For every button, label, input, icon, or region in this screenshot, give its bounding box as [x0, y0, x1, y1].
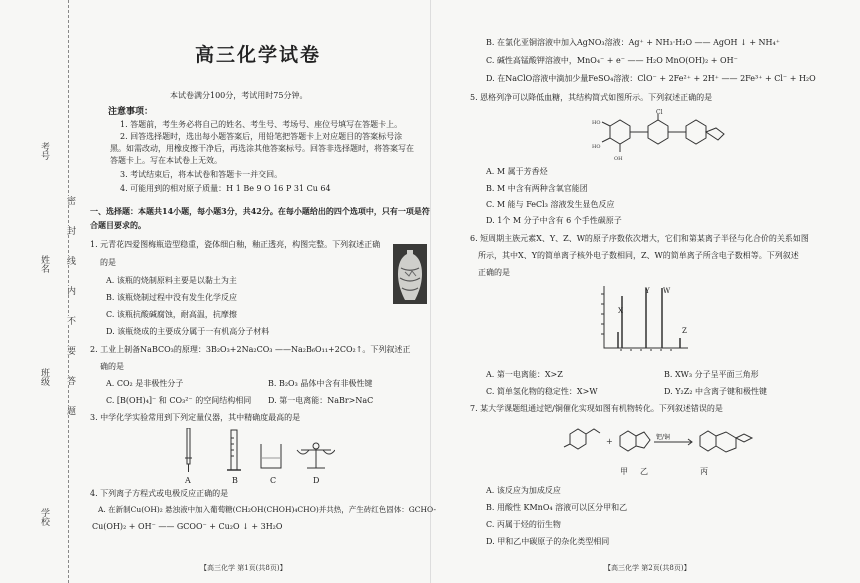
q4-option-c: C. 碱性高锰酸钾溶液中，MnO₄⁻ + e⁻ —— H₂O MnO(OH)₂ + OH⁻ [486, 56, 738, 65]
q2-stem-2: 确的是 [100, 362, 124, 371]
note-item: 4. 可能用到的相对原子质量：H 1 Be 9 O 16 P 31 Cu 64 [120, 184, 331, 193]
q6-label-w: W [663, 287, 671, 295]
seal-char: 要 [65, 346, 75, 355]
q5-option-b: B. M 中含有两种含氧官能团 [486, 184, 588, 193]
seal-char: 不 [65, 316, 75, 325]
balance-icon [297, 443, 335, 468]
svg-text:OH: OH [614, 156, 623, 162]
svg-text:Cl: Cl [656, 109, 663, 116]
q1-option-c: C. 该瓶抗酸碱腐蚀，耐高温，抗摩擦 [106, 310, 237, 319]
graduated-cylinder-icon [227, 430, 241, 470]
q6-label-x: X [618, 307, 623, 315]
svg-text:HO: HO [592, 120, 601, 126]
q6-option-c: C. 简单氢化物的稳定性：X>W [486, 387, 598, 396]
beaker-icon [261, 444, 281, 468]
q6-option-d: D. Y₂Z₂ 中含离子键和极性键 [664, 387, 768, 396]
q7-label-bing: 丙 [700, 467, 708, 476]
q4-option-b: B. 在氯化亚铜溶液中加入AgNO₃溶液：Ag⁺ + NH₃·H₂O —— AgOH ↓ + NH₄⁺ [486, 38, 780, 47]
school-label: 学校 [39, 508, 49, 526]
seal-char: 题 [65, 406, 75, 415]
exam-no-label: 考号 [39, 142, 49, 160]
note-item: 3. 考试结束后，将本试卷和答题卡一并交回。 [120, 170, 283, 179]
q1-stem-2: 的是 [100, 258, 116, 267]
exam-info: 本试卷满分100分，考试用时75分钟。 [170, 91, 308, 100]
q7-label-jia: 甲 [620, 467, 628, 476]
q1-stem: 1. 元青花四爱图梅瓶造型稳重，瓷体细白釉，釉正透亮，构图完整。下列叙述正确 [90, 240, 381, 249]
q5-structure [590, 108, 740, 164]
q1-option-b: B. 该瓶烧制过程中没有发生化学反应 [106, 293, 237, 302]
q6-option-a: A. 第一电离能：X>Z [486, 370, 563, 379]
q7-stem: 7. 某大学课题组通过钯/铜催化实现如图有机物转化。下列叙述错误的是 [470, 404, 723, 413]
notes-heading: 注意事项： [108, 107, 154, 117]
q7-label-yi: 乙 [640, 467, 648, 476]
note-item: 2. 回答选择题时，选出每小题答案后，用铅笔把答题卡上对应题目的答案标号涂 [120, 132, 403, 141]
q4-option-a: A. 在新制Cu(OH)₂ 悬浊液中加入葡萄糖(CH₂OH(CHOH)₄CHO)并共热，产生砖红色固体：GCHO- [98, 505, 436, 514]
q2-option-b: B. B₂O₃ 晶体中含有非极性键 [268, 379, 373, 388]
seal-char: 线 [65, 256, 75, 265]
section-heading-2: 合题目要求的。 [90, 220, 146, 230]
q4-stem: 4. 下列离子方程式或电极反应正确的是 [90, 489, 229, 498]
q6-stem: 6. 短周期主族元素X、Y、Z、W的原子序数依次增大，它们和第某离子半径与化合价的关系如图 [470, 234, 809, 243]
q2-option-c: C. [B(OH)₄]⁻ 和 CO₃²⁻ 的空间结构相同 [106, 396, 252, 405]
q3-label-c: C [270, 476, 277, 485]
q7-option-d: D. 甲和乙中碳原子的杂化类型相同 [486, 537, 610, 546]
q1-option-d: D. 该瓶烧成的主要成分属于一有机高分子材料 [106, 327, 270, 336]
q3-label-b: B [232, 476, 238, 485]
q7-option-a: A. 该反应为加成反应 [486, 486, 561, 495]
q7-option-c: C. 丙属于烃的衍生物 [486, 520, 561, 529]
q6-label-y: Y [645, 287, 650, 295]
q7-scheme [560, 420, 760, 466]
seal-char: 内 [65, 286, 75, 295]
q7-option-b: B. 用酸性 KMnO₄ 溶液可以区分甲和乙 [486, 503, 628, 512]
q5-option-d: D. 1个 M 分子中含有 6 个手性碳原子 [486, 216, 622, 225]
q1-option-a: A. 该瓶的烧制原料主要是以黏土为主 [106, 276, 237, 285]
q4-option-d: D. 在NaClO溶液中滴加少量FeSO₄溶液：ClO⁻ + 2Fe²⁺ + 2H⁺ —— 2Fe³⁺ + Cl⁻ + H₂O [486, 74, 816, 83]
q3-label-a: A [185, 476, 191, 485]
q6-label-z: Z [682, 327, 687, 335]
svg-text:HO: HO [592, 144, 601, 150]
q5-option-c: C. M 能与 FeCl₃ 溶液发生显色反应 [486, 200, 615, 209]
q3-stem: 3. 中学化学实验常用到下列定量仪器，其中精确度最高的是 [90, 413, 301, 422]
q2-stem: 2. 工业上制备NaBCO₃的原理：3B₂O₃+2Na₂CO₃ ——Na₂B₆O₁₁+2CO₂↑。下列叙述正 [90, 345, 411, 354]
page-title: 高三化学试卷 [195, 44, 322, 66]
q3-label-d: D [313, 476, 320, 485]
q6-stem-3: 正确的是 [478, 268, 510, 277]
seal-char: 答 [65, 376, 75, 385]
q3-instruments [175, 428, 335, 480]
q5-option-a: A. M 属于芳香烃 [486, 167, 548, 176]
section-heading: 一、选择题：本题共14小题，每小题3分，共42分。在每小题给出的四个选项中，只有一项是符 [90, 206, 430, 216]
q2-option-a: A. CO₂ 是非极性分子 [106, 379, 184, 388]
burette-icon [185, 428, 192, 472]
q4-option-a-2: Cu(OH)₂ + OH⁻ —— GCOO⁻ + Cu₂O ↓ + 3H₂O [92, 522, 283, 531]
note-item: 黑。如需改动，用橡皮擦干净后，再选涂其他答案标号。回答非选择题时，将答案写在 [110, 144, 414, 153]
q6-stem-2: 所示，其中X、Y的简单离子核外电子数相同，Z、W的简单离子所含电子数相等。下列叙述 [478, 251, 799, 260]
note-item: 答题卡上。写在本试卷上无效。 [110, 156, 222, 165]
q5-stem: 5. 恩格列净可以降低血糖，其结构简式如图所示。下列叙述正确的是 [470, 93, 713, 102]
vase-image [393, 244, 427, 304]
q2-option-d: D. 第一电离能：NaBr>NaC [268, 396, 374, 405]
svg-text:+: + [606, 437, 613, 446]
seal-char: 封 [65, 226, 75, 235]
q7-catalyst: 钯/铜 [656, 434, 671, 441]
footer-right: 【高三化学 第2页(共8页)】 [604, 564, 691, 572]
seal-char: 密 [65, 196, 75, 205]
note-item: 1. 答题前，考生务必将自己的姓名、考生号、考场号、座位号填写在答题卡上。 [120, 120, 403, 129]
page-divider [430, 0, 431, 583]
q6-option-b: B. XW₃ 分子呈平面三角形 [664, 370, 759, 379]
name-label: 姓名 [39, 255, 49, 273]
footer-left: 【高三化学 第1页(共8页)】 [200, 564, 287, 572]
class-label: 班级 [39, 368, 49, 386]
